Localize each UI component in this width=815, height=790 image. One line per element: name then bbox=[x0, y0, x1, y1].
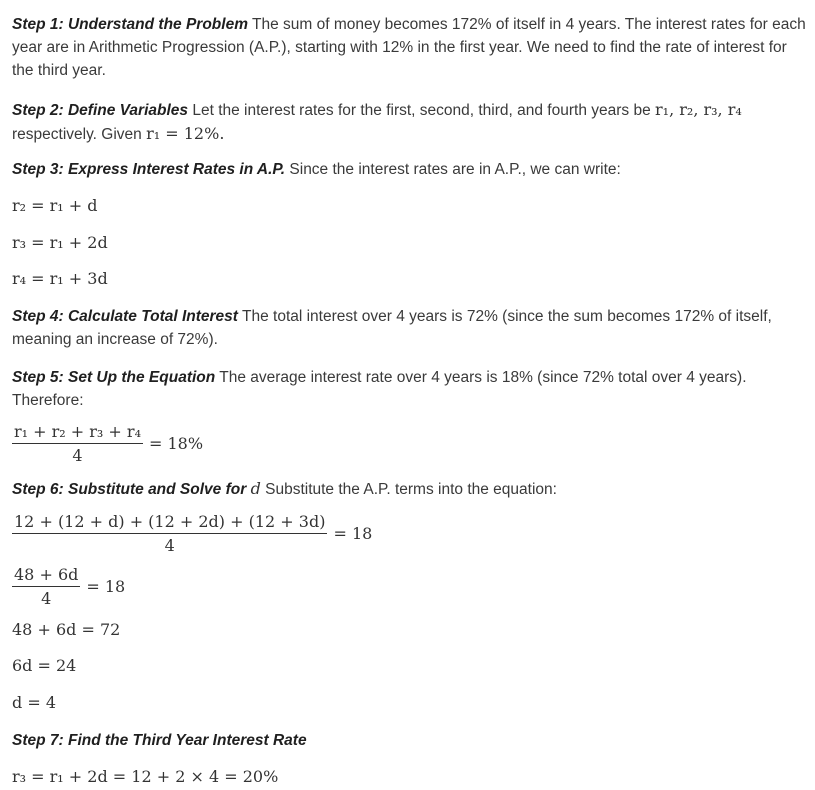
step-5-heading: Step 5: Set Up the Equation bbox=[12, 369, 216, 386]
step-3-heading: Step 3: Express Interest Rates in A.P. bbox=[12, 161, 286, 178]
step-6 bbox=[12, 477, 807, 501]
simplified-rhs: = 18 bbox=[86, 577, 126, 596]
step-1 bbox=[12, 13, 807, 82]
step-2-heading: Step 2: Define Variables bbox=[12, 102, 189, 119]
step-2-text: Let the interest rates for the first, second, third, and fourth years be bbox=[192, 102, 651, 119]
simplified-numerator: 48 + 6d bbox=[12, 565, 80, 587]
step-6-text: Substitute the A.P. terms into the equation: bbox=[265, 481, 557, 498]
average-numerator: r₁ + r₂ + r₃ + r₄ bbox=[12, 422, 143, 444]
substitute-rhs: = 18 bbox=[333, 524, 373, 543]
average-denominator: 4 bbox=[72, 446, 83, 465]
step-7 bbox=[12, 729, 807, 752]
equation-substitute bbox=[12, 512, 372, 555]
step-3-text: Since the interest rates are in A.P., we can write: bbox=[289, 161, 621, 178]
substitute-fraction bbox=[12, 512, 327, 555]
average-fraction bbox=[12, 422, 143, 465]
step-1-heading: Step 1: Understand the Problem bbox=[12, 16, 248, 33]
step-4-heading: Step 4: Calculate Total Interest bbox=[12, 308, 238, 325]
step-2 bbox=[12, 98, 807, 146]
equation-r2: r₂ = r₁ + d bbox=[12, 196, 98, 215]
simplified-fraction bbox=[12, 565, 80, 608]
equation-e3: d = 4 bbox=[12, 693, 56, 712]
step-1-text: The sum of money becomes 172% of itself in 4 years. The interest rates for each year are in Arithmetic Progression (A.P.), starting with 12% in the first year. We need to find the rate of interest for the third year. bbox=[12, 16, 806, 79]
simplified-denominator: 4 bbox=[41, 589, 52, 608]
step-5 bbox=[12, 366, 807, 412]
equation-e1: 48 + 6d = 72 bbox=[12, 620, 121, 639]
substitute-numerator: 12 + (12 + d) + (12 + 2d) + (12 + 3d) bbox=[12, 512, 327, 534]
step-2-given: r₁ = 12%. bbox=[146, 124, 225, 143]
equation-e2: 6d = 24 bbox=[12, 656, 77, 675]
equation-simplified bbox=[12, 565, 125, 608]
step-2-text2: respectively. Given bbox=[12, 126, 142, 143]
equation-average bbox=[12, 422, 203, 465]
average-rhs: = 18% bbox=[148, 434, 204, 453]
step-4 bbox=[12, 305, 807, 351]
step-7-heading: Step 7: Find the Third Year Interest Rate bbox=[12, 732, 307, 749]
equation-r4: r₄ = r₁ + 3d bbox=[12, 269, 108, 288]
equation-final: r₃ = r₁ + 2d = 12 + 2 × 4 = 20% bbox=[12, 767, 279, 786]
step-6-heading: Step 6: Substitute and Solve for bbox=[12, 481, 247, 498]
step-6-heading-var: d bbox=[250, 479, 261, 498]
step-5-text: The average interest rate over 4 years is 18% (since 72% total over 4 years). Therefore: bbox=[12, 369, 747, 409]
equation-r3: r₃ = r₁ + 2d bbox=[12, 233, 108, 252]
substitute-denominator: 4 bbox=[164, 536, 175, 555]
step-4-text: The total interest over 4 years is 72% (since the sum becomes 172% of itself, meaning an increase of 72%). bbox=[12, 308, 772, 348]
step-3 bbox=[12, 158, 807, 181]
step-2-vars: r₁, r₂, r₃, r₄ bbox=[655, 100, 742, 119]
